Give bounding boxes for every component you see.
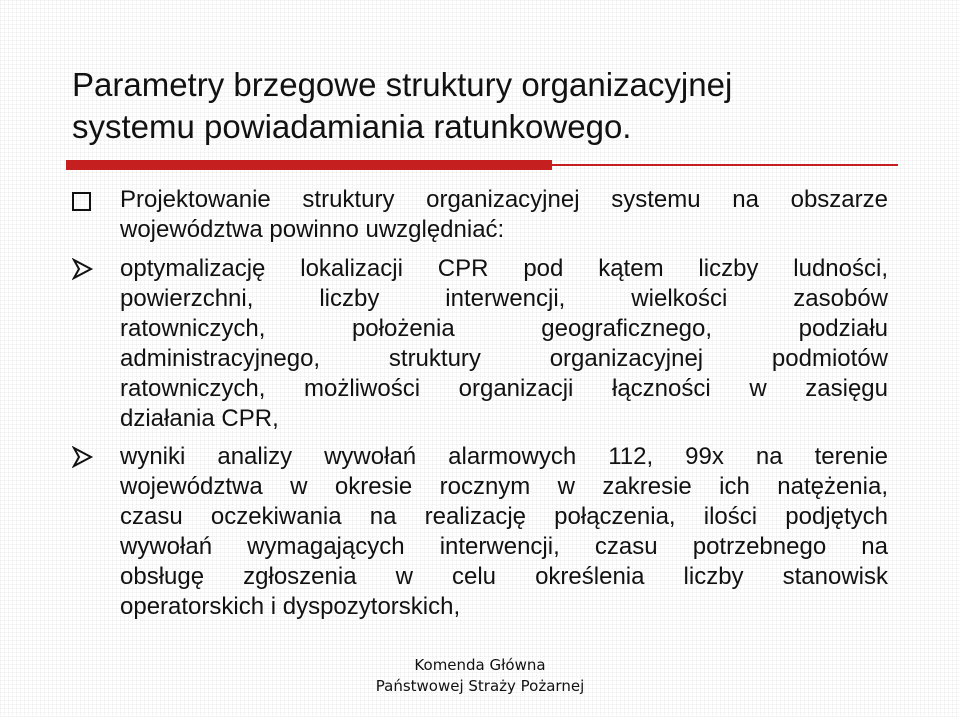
list-item-line: ratowniczych, położenia geograficznego, podziału	[120, 315, 888, 342]
list-item-line: województwa w okresie rocznym w zakresie ich natężenia,	[120, 473, 888, 500]
footer	[300, 656, 660, 695]
page-title	[72, 64, 932, 148]
intro-line: Projektowanie struktury organizacyjnej systemu na obszarze	[120, 186, 888, 213]
list-item-line: powierzchni, liczby interwencji, wielkości zasobów	[120, 285, 888, 312]
list-item	[120, 442, 888, 622]
title-divider	[66, 160, 898, 174]
title-line-1: Parametry brzegowe struktury organizacyjnej	[72, 66, 733, 103]
intro-line: województwa powinno uwzględniać:	[120, 216, 505, 243]
list-item-line: ratowniczych, możliwości organizacji łączności w zasięgu	[120, 375, 888, 402]
square-outline-icon	[72, 192, 91, 211]
title-line-2: systemu powiadamiania ratunkowego.	[72, 108, 632, 145]
list-item-line: operatorskich i dyspozytorskich,	[120, 593, 461, 620]
list-item	[120, 254, 888, 434]
arrowhead-icon	[72, 258, 94, 280]
list-item-line: administracyjnego, struktury organizacyjnej podmiotów	[120, 345, 888, 372]
arrowhead-icon	[72, 446, 94, 468]
footer-line-1: Komenda Główna	[414, 656, 546, 674]
list-item-line: wyniki analizy wywołań alarmowych 112, 99x na terenie	[120, 443, 888, 470]
list-item-line: wywołań wymagających interwencji, czasu potrzebnego na	[120, 533, 888, 560]
list-item-line: czasu oczekiwania na realizację połączenia, ilości podjętych	[120, 503, 888, 530]
list-item-line: działania CPR,	[120, 405, 279, 432]
list-item-line: obsługę zgłoszenia w celu określenia liczby stanowisk	[120, 563, 888, 590]
list-item-line: optymalizację lokalizacji CPR pod kątem liczby ludności,	[120, 255, 888, 282]
footer-line-2: Państwowej Straży Pożarnej	[375, 677, 585, 695]
intro-paragraph	[120, 185, 888, 245]
divider-thick-bar	[66, 160, 552, 170]
